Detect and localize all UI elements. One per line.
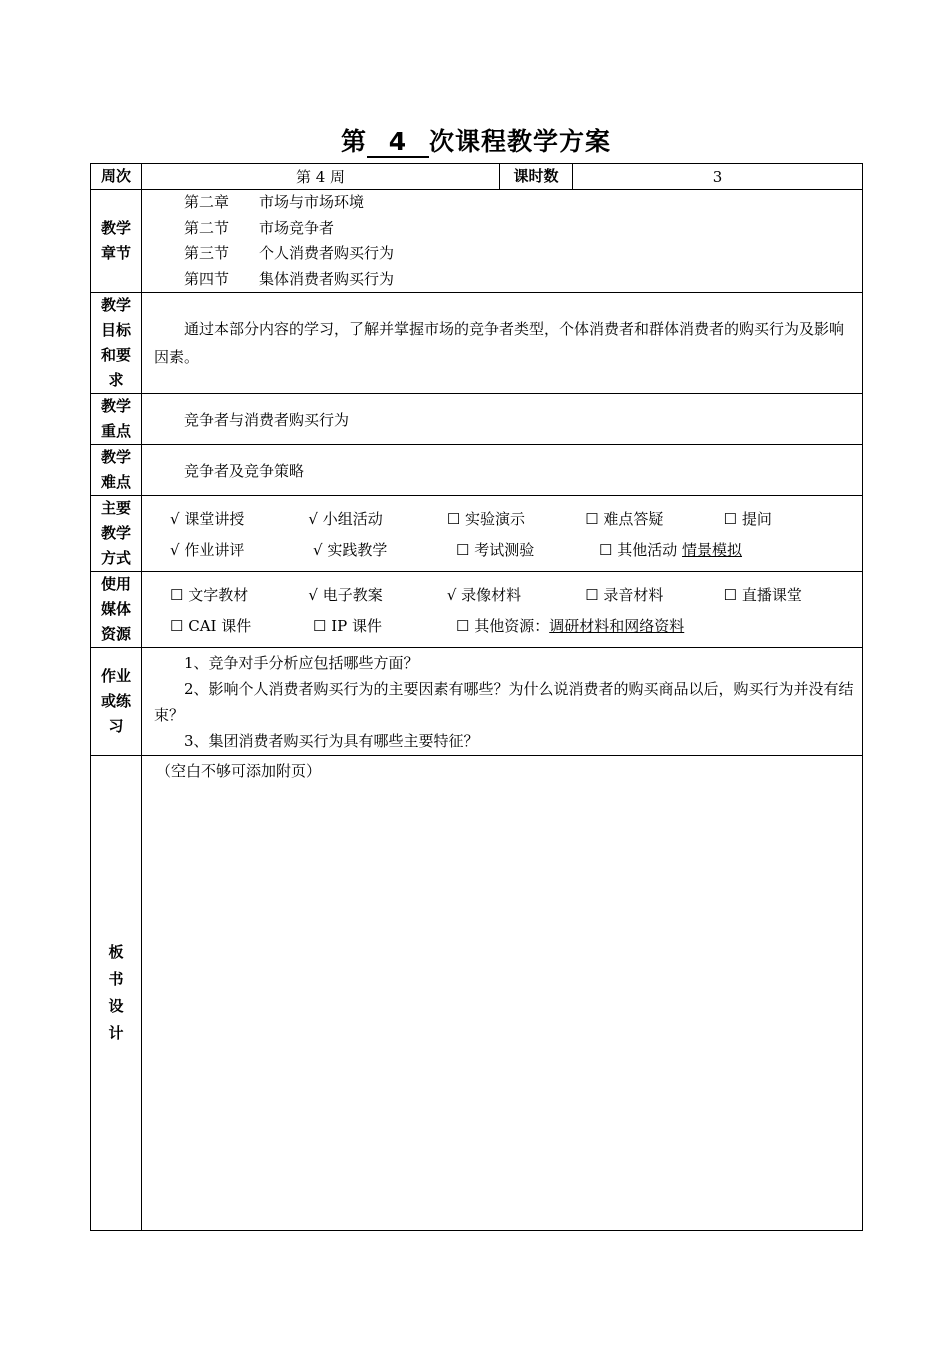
media-option: ☐ 文字教材 — [170, 585, 249, 604]
title-suffix: 次课程教学方案 — [429, 127, 612, 156]
chapters-row — [91, 190, 863, 293]
difficulty-row — [91, 445, 863, 496]
key-points-label: 教学 重点 — [91, 394, 142, 445]
homework-list — [142, 648, 863, 756]
media-option: √ 录像材料 — [446, 585, 522, 604]
homework-label: 作业 或练 习 — [91, 648, 142, 756]
week-label: 周次 — [91, 164, 142, 190]
media-label: 使用 媒体 资源 — [91, 572, 142, 648]
goals-text: 通过本部分内容的学习，了解并掌握市场的竞争者类型，个体消费者和群体消费者的购买行为及影响因素。 — [142, 293, 863, 394]
key-points-text: 竞争者与消费者购买行为 — [142, 394, 863, 445]
methods-options — [142, 496, 863, 572]
hours-label: 课时数 — [500, 164, 573, 190]
title-prefix: 第 — [340, 127, 367, 156]
method-option: √ 课堂讲授 — [170, 509, 245, 528]
homework-item: 1、竞争对手分析应包括哪些方面？ — [184, 653, 419, 672]
methods-row — [91, 496, 863, 572]
key-points-row — [91, 394, 863, 445]
homework-item: 2、影响个人消费者购买行为的主要因素有哪些？为什么说消费者的购买商品以后，购买行为并没有结束？ — [154, 679, 854, 724]
method-option: √ 作业讲评 — [170, 540, 245, 559]
week-row — [91, 164, 863, 190]
board-note: （空白不够可添加附页） — [156, 762, 322, 780]
board-design-area — [142, 756, 863, 1231]
media-options — [142, 572, 863, 648]
chapter-item: 第二节 市场竞争者 — [184, 218, 335, 237]
media-other-text: 调研材料和网络资料 — [549, 616, 685, 635]
method-option: √ 实践教学 — [313, 540, 388, 559]
method-option: ☐ 难点答疑 — [585, 509, 664, 528]
title-number: 4 — [367, 127, 429, 158]
media-option: ☐ CAI 课件 — [170, 616, 252, 635]
lesson-plan-table — [90, 163, 863, 1231]
page-title — [0, 122, 952, 158]
method-option: ☐ 提问 — [723, 509, 772, 528]
goals-row — [91, 293, 863, 394]
chapters-list — [142, 190, 863, 293]
board-design-row — [91, 756, 863, 1231]
method-option: ☐ 其他活动 情景模拟 — [599, 540, 743, 559]
media-option: √ 电子教案 — [308, 585, 383, 604]
media-option: ☐ 录音材料 — [585, 585, 664, 604]
methods-label: 主要 教学 方式 — [91, 496, 142, 572]
week-value: 第 4 周 — [142, 164, 500, 190]
homework-item: 3、集团消费者购买行为具有哪些主要特征？ — [184, 731, 479, 750]
chapter-item: 第四节 集体消费者购买行为 — [184, 269, 395, 288]
method-option: ☐ 实验演示 — [446, 509, 526, 528]
board-design-label: 板 书 设 计 — [91, 756, 142, 1231]
media-option: ☐ 直播课堂 — [723, 585, 802, 604]
homework-row — [91, 648, 863, 756]
chapter-item: 第二章 市场与市场环境 — [184, 193, 365, 211]
difficulty-label: 教学 难点 — [91, 445, 142, 496]
chapters-label: 教学 章节 — [91, 190, 142, 293]
hours-value: 3 — [573, 164, 863, 190]
goals-label: 教学 目标 和要 求 — [91, 293, 142, 394]
media-row — [91, 572, 863, 648]
chapter-item: 第三节 个人消费者购买行为 — [184, 244, 395, 262]
method-option: √ 小组活动 — [308, 509, 383, 528]
methods-other-text: 情景模拟 — [682, 540, 743, 559]
media-option: ☐ 其他资源：调研材料和网络资料 — [456, 616, 685, 635]
media-option: ☐ IP 课件 — [313, 616, 383, 635]
difficulty-text: 竞争者及竞争策略 — [142, 445, 863, 496]
method-option: ☐ 考试测验 — [456, 540, 535, 559]
